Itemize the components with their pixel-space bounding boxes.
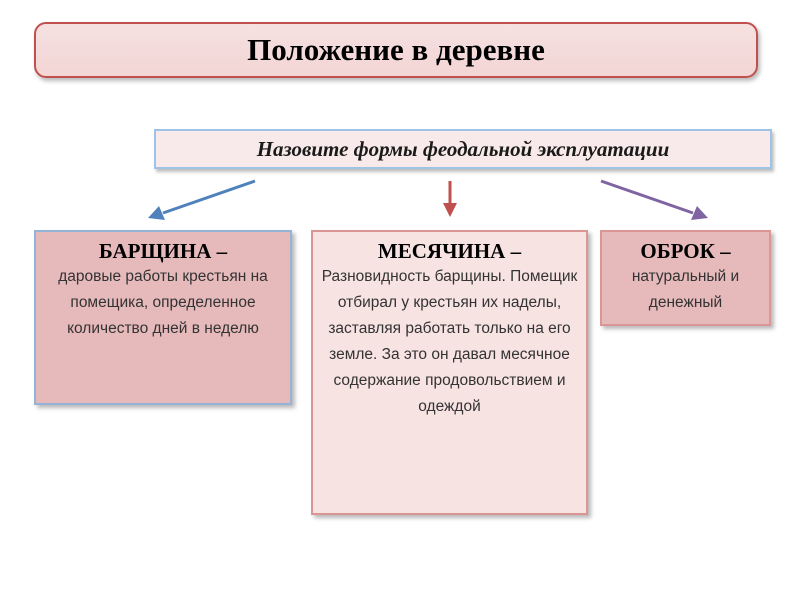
card-mesyachina-title: МЕСЯЧИНА – [377,239,522,263]
arrow-right [601,181,708,220]
card-obrok-title: ОБРОК – [640,239,731,263]
question-text: Назовите формы феодальной эксплуатации [256,136,670,161]
card-mesyachina [311,230,588,515]
arrow-center [443,181,457,217]
card-barshchina-title: БАРЩИНА – [98,239,228,263]
card-obrok-text: натуральный и денежный [631,268,740,311]
page-title: Положение в деревне [247,32,545,67]
card-barshchina [34,230,292,405]
card-obrok [600,230,771,326]
card-barshchina-text: даровые работы крестьян на помещика, определенное количество дней в неделю [58,268,268,337]
card-mesyachina-text: Разновидность барщины. Помещик отбирал у крестьян их наделы, заставляя работать только на его земле. За это он давал месячное содержание продовольствием и одеждой [321,268,578,415]
arrow-left [148,181,255,220]
